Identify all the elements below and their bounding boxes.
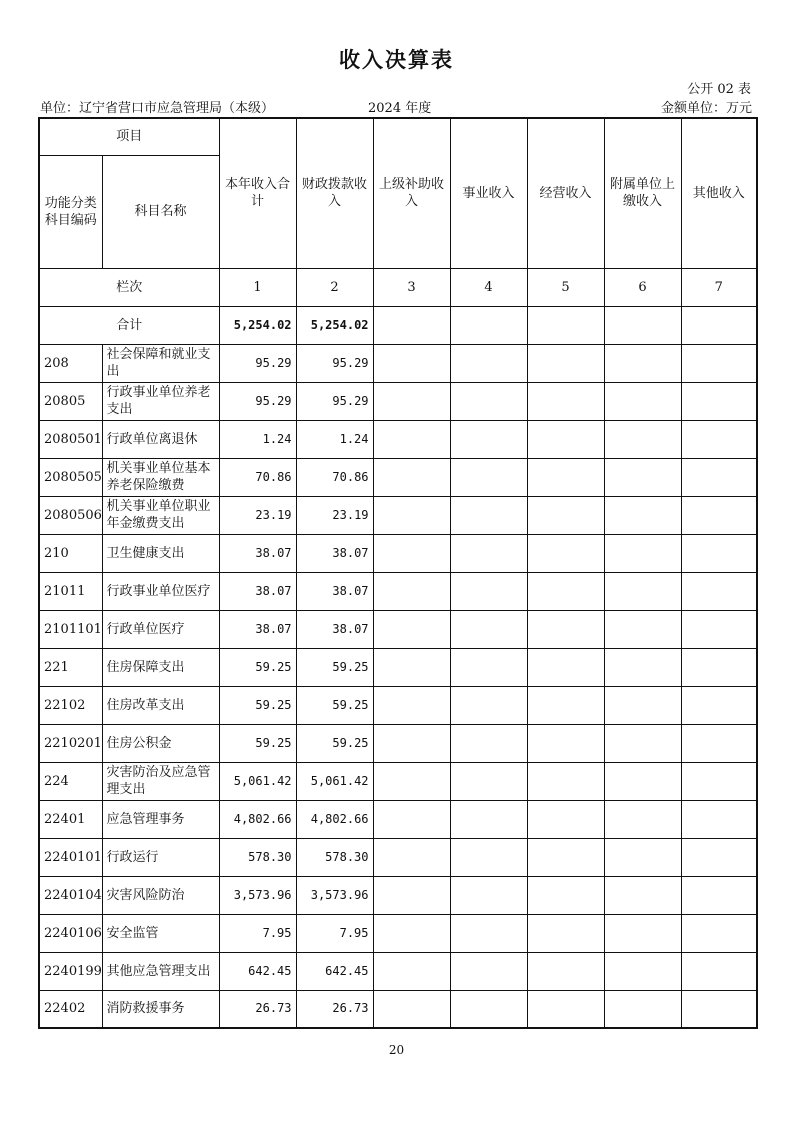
fiscal-allocation-value: 3,573.96 <box>296 876 373 914</box>
empty-cell <box>527 496 604 534</box>
empty-cell <box>373 800 450 838</box>
table-row <box>39 572 757 610</box>
subject-code: 2080501 <box>39 420 102 458</box>
empty-cell <box>373 952 450 990</box>
empty-cell <box>450 838 527 876</box>
total-income-value: 23.19 <box>219 496 296 534</box>
empty-cell <box>604 838 681 876</box>
empty-cell <box>527 724 604 762</box>
header-col4: 事业收入 <box>450 118 527 268</box>
empty-cell <box>450 686 527 724</box>
subject-name: 行政事业单位养老支出 <box>102 382 219 420</box>
header-row-label: 栏次 <box>39 268 219 306</box>
subject-name: 其他应急管理支出 <box>102 952 219 990</box>
table-row <box>39 838 757 876</box>
fiscal-allocation-value: 38.07 <box>296 610 373 648</box>
empty-cell <box>681 876 757 914</box>
table-row <box>39 534 757 572</box>
empty-cell <box>527 458 604 496</box>
empty-cell <box>373 534 450 572</box>
total-col2: 5,254.02 <box>296 306 373 344</box>
fiscal-allocation-value: 38.07 <box>296 572 373 610</box>
subject-code: 22102 <box>39 686 102 724</box>
empty-cell <box>450 610 527 648</box>
empty-cell <box>373 762 450 800</box>
total-income-value: 59.25 <box>219 724 296 762</box>
fiscal-allocation-value: 642.45 <box>296 952 373 990</box>
empty-cell <box>450 534 527 572</box>
table-row <box>39 724 757 762</box>
empty-cell <box>527 306 604 344</box>
table-row <box>39 686 757 724</box>
table-row <box>39 876 757 914</box>
subject-code: 2080506 <box>39 496 102 534</box>
empty-cell <box>604 648 681 686</box>
empty-cell <box>681 686 757 724</box>
empty-cell <box>373 420 450 458</box>
fiscal-allocation-value: 5,061.42 <box>296 762 373 800</box>
empty-cell <box>527 686 604 724</box>
empty-cell <box>450 648 527 686</box>
fiscal-allocation-value: 38.07 <box>296 534 373 572</box>
table-row <box>39 914 757 952</box>
empty-cell <box>681 610 757 648</box>
table-row <box>39 762 757 800</box>
empty-cell <box>527 762 604 800</box>
table-row <box>39 382 757 420</box>
table-row <box>39 952 757 990</box>
empty-cell <box>450 914 527 952</box>
col-index-3: 3 <box>373 268 450 306</box>
subject-code: 2240106 <box>39 914 102 952</box>
fiscal-allocation-value: 578.30 <box>296 838 373 876</box>
empty-cell <box>681 762 757 800</box>
subject-code: 20805 <box>39 382 102 420</box>
col-index-4: 4 <box>450 268 527 306</box>
fiscal-allocation-value: 70.86 <box>296 458 373 496</box>
empty-cell <box>604 572 681 610</box>
subject-code: 2080505 <box>39 458 102 496</box>
fiscal-year: 2024 年度 <box>368 101 432 116</box>
empty-cell <box>681 952 757 990</box>
empty-cell <box>450 990 527 1028</box>
total-income-value: 70.86 <box>219 458 296 496</box>
header-col5: 经营收入 <box>527 118 604 268</box>
subject-name: 消防救援事务 <box>102 990 219 1028</box>
empty-cell <box>604 914 681 952</box>
reporting-unit: 单位：辽宁省营口市应急管理局（本级） <box>40 101 275 116</box>
total-income-value: 578.30 <box>219 838 296 876</box>
subject-name: 行政运行 <box>102 838 219 876</box>
table-row <box>39 610 757 648</box>
empty-cell <box>681 838 757 876</box>
empty-cell <box>681 990 757 1028</box>
subject-name: 社会保障和就业支出 <box>102 344 219 382</box>
empty-cell <box>373 724 450 762</box>
empty-cell <box>527 990 604 1028</box>
subject-code: 2240199 <box>39 952 102 990</box>
header-col3: 上级补助收入 <box>373 118 450 268</box>
empty-cell <box>450 458 527 496</box>
subject-name: 住房公积金 <box>102 724 219 762</box>
fiscal-allocation-value: 95.29 <box>296 344 373 382</box>
empty-cell <box>681 648 757 686</box>
empty-cell <box>373 648 450 686</box>
total-income-value: 4,802.66 <box>219 800 296 838</box>
subject-code: 2240104 <box>39 876 102 914</box>
empty-cell <box>604 458 681 496</box>
table-row <box>39 496 757 534</box>
empty-cell <box>604 876 681 914</box>
subject-name: 行政事业单位医疗 <box>102 572 219 610</box>
empty-cell <box>681 496 757 534</box>
total-income-value: 642.45 <box>219 952 296 990</box>
subject-code: 21011 <box>39 572 102 610</box>
total-income-value: 38.07 <box>219 610 296 648</box>
empty-cell <box>604 306 681 344</box>
total-income-value: 26.73 <box>219 990 296 1028</box>
empty-cell <box>373 306 450 344</box>
form-number: 公开 02 表 <box>687 82 751 97</box>
empty-cell <box>604 382 681 420</box>
subject-name: 灾害风险防治 <box>102 876 219 914</box>
empty-cell <box>527 952 604 990</box>
col-index-2: 2 <box>296 268 373 306</box>
empty-cell <box>527 610 604 648</box>
col-index-7: 7 <box>681 268 757 306</box>
empty-cell <box>604 534 681 572</box>
empty-cell <box>604 686 681 724</box>
fiscal-allocation-value: 26.73 <box>296 990 373 1028</box>
money-unit: 金额单位：万元 <box>660 101 752 116</box>
subject-code: 2240101 <box>39 838 102 876</box>
subject-name: 行政单位医疗 <box>102 610 219 648</box>
fiscal-allocation-value: 59.25 <box>296 686 373 724</box>
empty-cell <box>373 344 450 382</box>
col-index-6: 6 <box>604 268 681 306</box>
header-col6: 附属单位上缴收入 <box>604 118 681 268</box>
empty-cell <box>450 344 527 382</box>
empty-cell <box>373 610 450 648</box>
total-income-value: 38.07 <box>219 534 296 572</box>
empty-cell <box>681 420 757 458</box>
meta-line <box>40 97 752 115</box>
subject-name: 行政单位离退休 <box>102 420 219 458</box>
total-label: 合计 <box>39 306 219 344</box>
subject-name: 卫生健康支出 <box>102 534 219 572</box>
subject-code: 224 <box>39 762 102 800</box>
document-title: 收入决算表 <box>339 48 454 72</box>
empty-cell <box>527 420 604 458</box>
header-item: 项目 <box>39 118 219 155</box>
empty-cell <box>604 800 681 838</box>
table-row <box>39 648 757 686</box>
empty-cell <box>527 838 604 876</box>
table-row <box>39 800 757 838</box>
subject-name: 应急管理事务 <box>102 800 219 838</box>
total-income-value: 59.25 <box>219 648 296 686</box>
empty-cell <box>450 496 527 534</box>
empty-cell <box>450 420 527 458</box>
empty-cell <box>450 306 527 344</box>
table-row <box>39 458 757 496</box>
subject-name: 机关事业单位基本养老保险缴费 <box>102 458 219 496</box>
empty-cell <box>527 914 604 952</box>
fiscal-allocation-value: 23.19 <box>296 496 373 534</box>
empty-cell <box>604 420 681 458</box>
empty-cell <box>450 876 527 914</box>
empty-cell <box>681 572 757 610</box>
empty-cell <box>604 762 681 800</box>
empty-cell <box>604 952 681 990</box>
empty-cell <box>681 344 757 382</box>
empty-cell <box>450 952 527 990</box>
col-index-5: 5 <box>527 268 604 306</box>
empty-cell <box>373 914 450 952</box>
empty-cell <box>604 724 681 762</box>
empty-cell <box>527 800 604 838</box>
total-income-value: 1.24 <box>219 420 296 458</box>
total-income-value: 95.29 <box>219 382 296 420</box>
header-func-code: 功能分类科目编码 <box>39 155 102 268</box>
total-income-value: 95.29 <box>219 344 296 382</box>
total-income-value: 7.95 <box>219 914 296 952</box>
empty-cell <box>373 838 450 876</box>
header-col2: 财政拨款收入 <box>296 118 373 268</box>
subject-code: 22401 <box>39 800 102 838</box>
subject-code: 22402 <box>39 990 102 1028</box>
empty-cell <box>604 496 681 534</box>
empty-cell <box>373 876 450 914</box>
empty-cell <box>527 382 604 420</box>
table-row <box>39 990 757 1028</box>
col-index-1: 1 <box>219 268 296 306</box>
subject-code: 2101101 <box>39 610 102 648</box>
subject-name: 住房保障支出 <box>102 648 219 686</box>
table-row <box>39 344 757 382</box>
empty-cell <box>681 800 757 838</box>
empty-cell <box>527 648 604 686</box>
empty-cell <box>373 496 450 534</box>
subject-code: 2210201 <box>39 724 102 762</box>
empty-cell <box>527 876 604 914</box>
total-income-value: 5,061.42 <box>219 762 296 800</box>
empty-cell <box>527 572 604 610</box>
fiscal-allocation-value: 7.95 <box>296 914 373 952</box>
empty-cell <box>604 990 681 1028</box>
empty-cell <box>450 724 527 762</box>
subject-code: 208 <box>39 344 102 382</box>
fiscal-allocation-value: 59.25 <box>296 724 373 762</box>
empty-cell <box>681 306 757 344</box>
header-subject-name: 科目名称 <box>102 155 219 268</box>
empty-cell <box>450 572 527 610</box>
subject-code: 210 <box>39 534 102 572</box>
subject-code: 221 <box>39 648 102 686</box>
fiscal-allocation-value: 95.29 <box>296 382 373 420</box>
empty-cell <box>527 534 604 572</box>
income-table <box>38 117 758 1029</box>
empty-cell <box>450 800 527 838</box>
empty-cell <box>604 610 681 648</box>
fiscal-allocation-value: 59.25 <box>296 648 373 686</box>
empty-cell <box>681 724 757 762</box>
fiscal-allocation-value: 1.24 <box>296 420 373 458</box>
empty-cell <box>604 344 681 382</box>
header-col1: 本年收入合计 <box>219 118 296 268</box>
subject-name: 灾害防治及应急管理支出 <box>102 762 219 800</box>
empty-cell <box>373 382 450 420</box>
total-col1: 5,254.02 <box>219 306 296 344</box>
empty-cell <box>373 686 450 724</box>
page-number: 20 <box>388 1043 405 1057</box>
empty-cell <box>681 914 757 952</box>
fiscal-allocation-value: 4,802.66 <box>296 800 373 838</box>
empty-cell <box>373 990 450 1028</box>
header-col7: 其他收入 <box>681 118 757 268</box>
empty-cell <box>681 458 757 496</box>
total-income-value: 59.25 <box>219 686 296 724</box>
subject-name: 住房改革支出 <box>102 686 219 724</box>
empty-cell <box>373 458 450 496</box>
subject-name: 机关事业单位职业年金缴费支出 <box>102 496 219 534</box>
total-income-value: 38.07 <box>219 572 296 610</box>
empty-cell <box>450 762 527 800</box>
table-row <box>39 420 757 458</box>
total-income-value: 3,573.96 <box>219 876 296 914</box>
empty-cell <box>373 572 450 610</box>
empty-cell <box>450 382 527 420</box>
empty-cell <box>681 534 757 572</box>
empty-cell <box>681 382 757 420</box>
subject-name: 安全监管 <box>102 914 219 952</box>
empty-cell <box>527 344 604 382</box>
